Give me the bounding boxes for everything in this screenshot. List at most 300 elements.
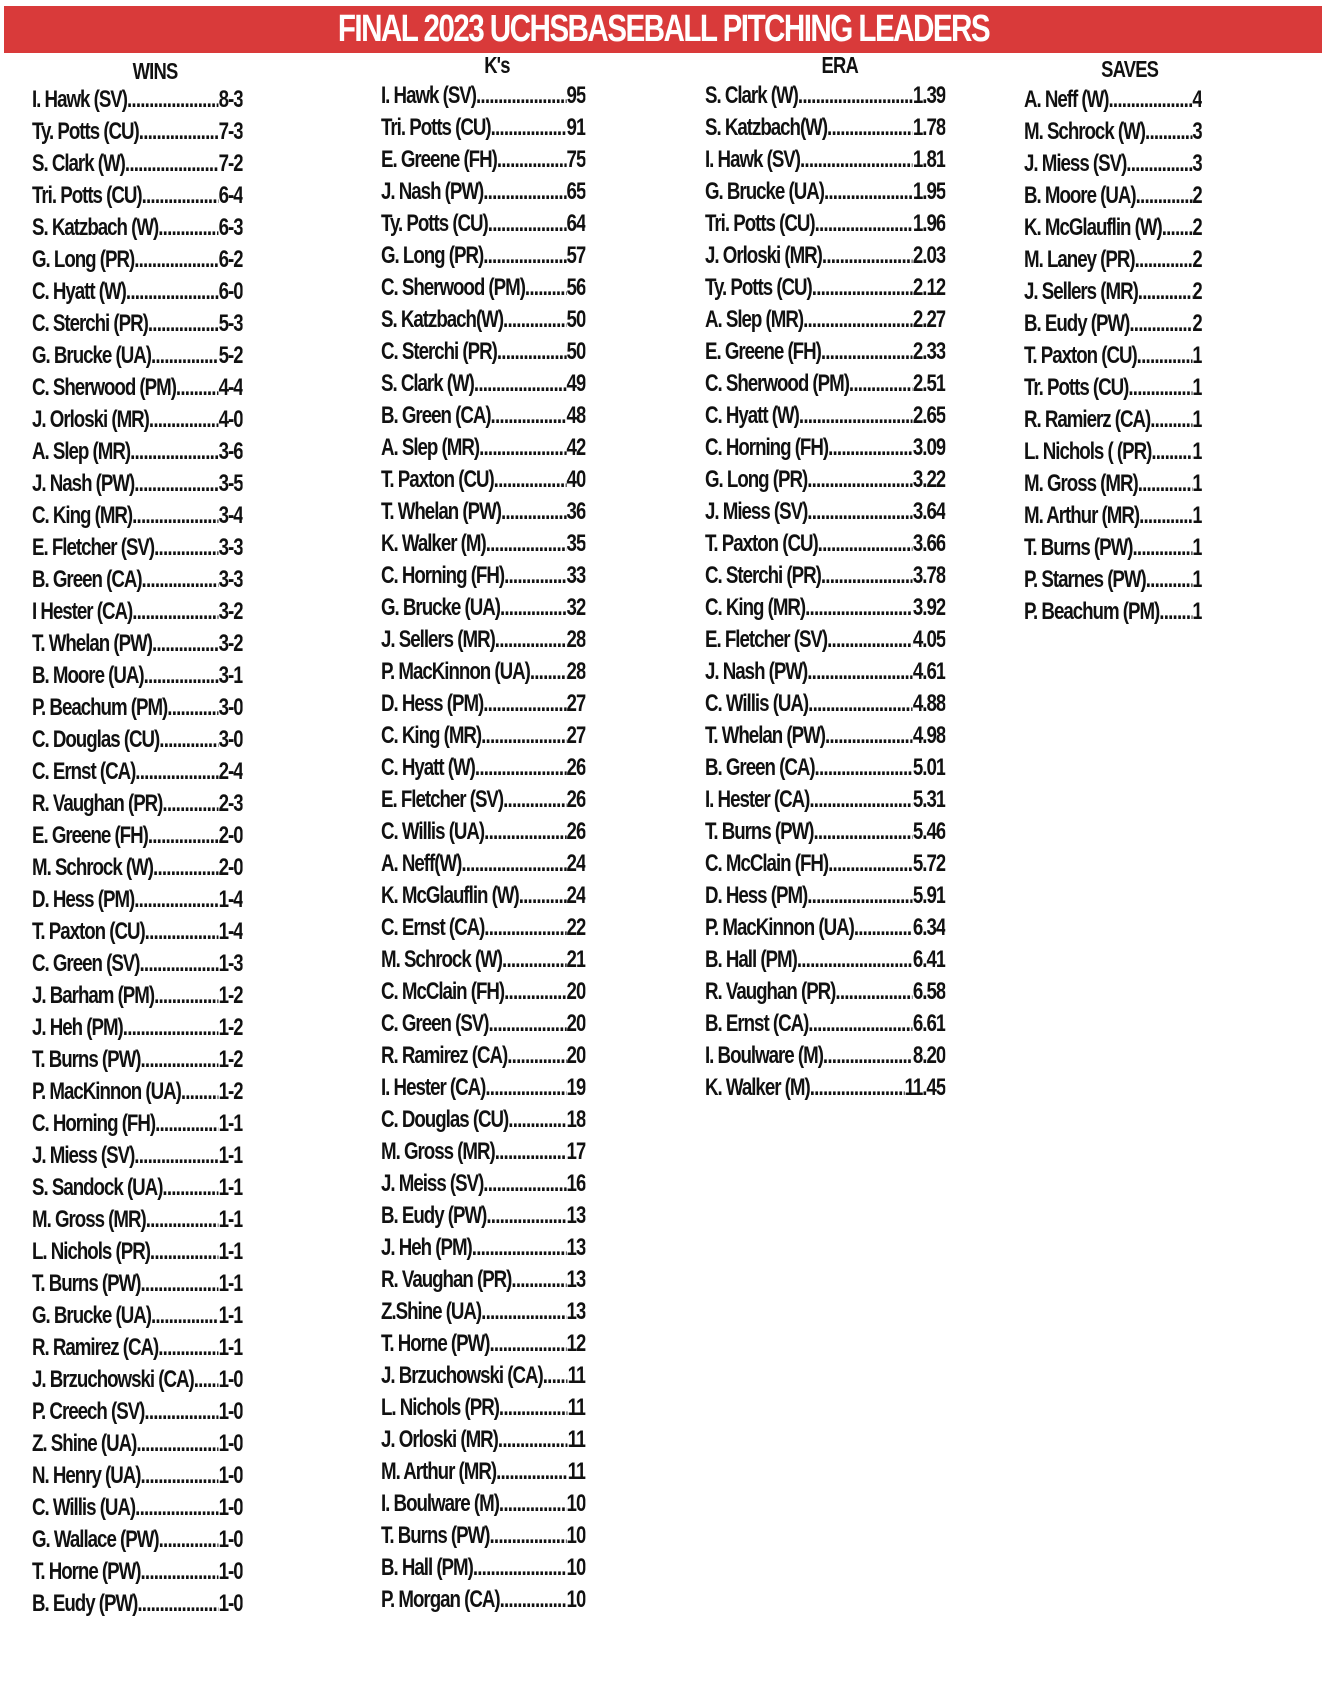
- stat-value: 6.58: [912, 978, 946, 1005]
- column-header: WINS: [132, 58, 178, 84]
- leader-row: [32, 1556, 243, 1588]
- player-name: M. Schrock (W): [32, 854, 154, 881]
- player-name: G. Brucke (UA): [32, 342, 151, 369]
- stat-value: 6.61: [912, 1010, 946, 1037]
- stat-value: 4.61: [912, 658, 946, 685]
- dot-leader: [815, 208, 913, 240]
- stat-value: 3.64: [912, 498, 946, 525]
- leader-row: [705, 80, 945, 112]
- stat-value: 2-3: [218, 790, 243, 817]
- stat-value: 19: [566, 1074, 586, 1101]
- stat-value: 57: [566, 242, 586, 269]
- player-name: J. Barham (PM): [32, 982, 155, 1009]
- player-name: R. Vaughan (PR): [705, 978, 836, 1005]
- leader-row: [32, 500, 243, 532]
- dot-leader: [483, 176, 566, 208]
- stat-value: 1-1: [218, 1238, 243, 1265]
- leader-row: [32, 1268, 243, 1300]
- stat-value: 1.78: [912, 114, 946, 141]
- stat-value: 1.96: [912, 210, 946, 237]
- player-name: B. Moore (UA): [1024, 182, 1136, 209]
- leader-row: [32, 372, 243, 404]
- dot-leader: [154, 980, 218, 1012]
- stat-value: 2: [1192, 246, 1202, 273]
- player-name: Tri. Potts (CU): [381, 114, 491, 141]
- leader-row: [381, 784, 585, 816]
- leader-row: [1024, 244, 1202, 276]
- player-name: C. Sterchi (PR): [381, 338, 497, 365]
- leader-row: [381, 80, 585, 112]
- dot-leader: [140, 1268, 218, 1300]
- leader-row: [381, 1328, 585, 1360]
- player-name: Tr. Potts (CU): [1024, 374, 1129, 401]
- leader-row: [32, 916, 243, 948]
- dot-leader: [808, 1008, 913, 1040]
- dot-leader: [530, 656, 567, 688]
- player-name: G. Brucke (UA): [32, 1302, 151, 1329]
- dot-leader: [159, 1524, 219, 1556]
- player-name: Tri. Potts (CU): [32, 182, 142, 209]
- leader-row: [32, 660, 243, 692]
- leader-row: [705, 656, 945, 688]
- leader-row: [381, 368, 585, 400]
- dot-leader: [503, 304, 567, 336]
- player-name: S. Sandock (UA): [32, 1174, 163, 1201]
- player-name: C. Sterchi (PR): [32, 310, 148, 337]
- stat-value: 22: [566, 914, 586, 941]
- leader-row: [32, 596, 243, 628]
- player-name: Z.Shine (UA): [381, 1298, 482, 1325]
- leader-row: [381, 400, 585, 432]
- stat-value: 3-0: [218, 726, 243, 753]
- dot-leader: [476, 80, 567, 112]
- player-name: L. Nichols ( (PR): [1024, 438, 1152, 465]
- player-name: G. Long (PR): [381, 242, 484, 269]
- player-name: C. Ernst (CA): [381, 914, 485, 941]
- leader-row: [32, 404, 243, 436]
- stat-value: 1-1: [218, 1142, 243, 1169]
- dot-leader: [483, 688, 566, 720]
- stat-value: 1.39: [912, 82, 946, 109]
- player-name: A. Slep (MR): [381, 434, 480, 461]
- dot-leader: [1135, 244, 1193, 276]
- stat-value: 5.46: [912, 818, 946, 845]
- dot-leader: [132, 500, 218, 532]
- dot-leader: [828, 848, 913, 880]
- dot-leader: [1137, 340, 1193, 372]
- player-name: T. Burns (PW): [32, 1046, 141, 1073]
- dot-leader: [140, 1044, 218, 1076]
- stat-value: 1-3: [218, 950, 243, 977]
- player-name: Ty. Potts (CU): [32, 118, 139, 145]
- stat-value: 3.92: [912, 594, 946, 621]
- stat-value: 2.27: [912, 306, 946, 333]
- dot-leader: [481, 720, 566, 752]
- dot-leader: [483, 1168, 566, 1200]
- dot-leader: [504, 976, 566, 1008]
- dot-leader: [827, 112, 913, 144]
- player-name: A. Slep (MR): [705, 306, 804, 333]
- player-name: E. Fletcher (SV): [705, 626, 828, 653]
- stat-value: 42: [566, 434, 586, 461]
- stat-value: 17: [566, 1138, 586, 1165]
- stat-value: 11: [567, 1426, 586, 1453]
- leader-row: [32, 1172, 243, 1204]
- leader-row: [381, 1008, 585, 1040]
- leader-row: [32, 1204, 243, 1236]
- stat-value: 6-3: [218, 214, 243, 241]
- stat-value: 6-2: [218, 246, 243, 273]
- leader-row: [381, 944, 585, 976]
- stat-value: 21: [566, 946, 586, 973]
- leader-row: [705, 848, 945, 880]
- dot-leader: [497, 144, 567, 176]
- title-banner: [4, 6, 1322, 53]
- leader-row: [381, 624, 585, 656]
- player-name: D. Hess (PM): [381, 690, 484, 717]
- stat-value: 1-1: [218, 1174, 243, 1201]
- dot-leader: [1109, 84, 1193, 116]
- dot-leader: [139, 948, 218, 980]
- stat-value: 28: [566, 658, 586, 685]
- leader-row: [32, 1076, 243, 1108]
- leader-row: [381, 720, 585, 752]
- dot-leader: [1146, 564, 1193, 596]
- player-name: C. Green (SV): [32, 950, 140, 977]
- stat-value: 2: [1192, 214, 1202, 241]
- stat-value: 6.34: [912, 914, 946, 941]
- dot-leader: [828, 432, 913, 464]
- player-name: G. Long (PR): [705, 466, 808, 493]
- player-name: S. Clark (W): [32, 150, 125, 177]
- stat-value: 2.03: [912, 242, 946, 269]
- leader-row: [32, 564, 243, 596]
- player-name: J. Heh (PM): [381, 1234, 472, 1261]
- player-name: J. Orloski (MR): [705, 242, 822, 269]
- stat-value: 6-4: [218, 182, 243, 209]
- leader-row: [381, 1232, 585, 1264]
- stat-value: 2.65: [912, 402, 946, 429]
- dot-leader: [491, 400, 567, 432]
- leader-row: [1024, 468, 1202, 500]
- leader-row: [705, 688, 945, 720]
- leader-row: [32, 436, 243, 468]
- dot-leader: [1126, 148, 1192, 180]
- stat-value: 1-2: [218, 982, 243, 1009]
- stat-value: 1-0: [218, 1558, 243, 1585]
- stat-value: 1: [1192, 534, 1202, 561]
- leader-row: [381, 1296, 585, 1328]
- leader-row: [705, 336, 945, 368]
- player-name: S. Katzbach(W): [381, 306, 504, 333]
- dot-leader: [805, 592, 913, 624]
- stat-value: 10: [566, 1522, 586, 1549]
- player-name: B. Hall (PM): [381, 1554, 473, 1581]
- dot-leader: [1138, 468, 1193, 500]
- leader-row: [381, 272, 585, 304]
- dot-leader: [181, 1076, 219, 1108]
- leader-row: [705, 368, 945, 400]
- dot-leader: [499, 1488, 567, 1520]
- player-name: C. Sherwood (PM): [381, 274, 525, 301]
- player-name: D. Hess (PM): [32, 886, 135, 913]
- leader-row: [381, 1072, 585, 1104]
- dot-leader: [484, 816, 566, 848]
- dot-leader: [807, 880, 913, 912]
- dot-leader: [810, 1072, 905, 1104]
- dot-leader: [809, 784, 912, 816]
- player-name: B. Green (CA): [705, 754, 815, 781]
- leader-row: [705, 784, 945, 816]
- stat-value: 1: [1192, 342, 1202, 369]
- leader-row: [1024, 500, 1202, 532]
- leader-row: [381, 592, 585, 624]
- player-name: C. King (MR): [381, 722, 482, 749]
- player-name: I. Hester (CA): [705, 786, 810, 813]
- leader-row: [381, 656, 585, 688]
- dot-leader: [134, 468, 218, 500]
- dot-leader: [139, 116, 219, 148]
- leader-row: [381, 1424, 585, 1456]
- leader-row: [381, 1520, 585, 1552]
- leader-row: [381, 1200, 585, 1232]
- stat-value: 7-2: [218, 150, 243, 177]
- player-name: C. Sterchi (PR): [705, 562, 821, 589]
- stat-value: 33: [566, 562, 586, 589]
- player-name: C. Willis (UA): [381, 818, 485, 845]
- dot-leader: [140, 1556, 218, 1588]
- dot-leader: [461, 848, 566, 880]
- player-name: C. Sherwood (PM): [705, 370, 849, 397]
- stat-value: 2: [1192, 310, 1202, 337]
- dot-leader: [148, 820, 219, 852]
- leader-row: [1024, 564, 1202, 596]
- player-name: T. Paxton (CU): [32, 918, 145, 945]
- dot-leader: [146, 1204, 219, 1236]
- player-name: B. Green (CA): [381, 402, 491, 429]
- stat-value: 2.33: [912, 338, 946, 365]
- stat-value: 11: [567, 1458, 586, 1485]
- leader-row: [32, 1236, 243, 1268]
- stat-value: 11: [567, 1362, 586, 1389]
- dot-leader: [812, 272, 913, 304]
- player-name: G. Brucke (UA): [381, 594, 500, 621]
- player-name: K. Walker (M): [381, 530, 486, 557]
- stat-value: 1-2: [218, 1078, 243, 1105]
- player-name: J. Sellers (MR): [1024, 278, 1138, 305]
- stat-value: 6-0: [218, 278, 243, 305]
- player-name: J. Brzuchowski (CA): [381, 1362, 543, 1389]
- leader-row: [32, 212, 243, 244]
- player-name: G. Brucke (UA): [705, 178, 824, 205]
- leader-row: [32, 148, 243, 180]
- player-name: N. Henry (UA): [32, 1462, 141, 1489]
- stat-value: 75: [566, 146, 586, 173]
- dot-leader: [813, 816, 912, 848]
- stat-value: 4.88: [912, 690, 946, 717]
- dot-leader: [1132, 532, 1192, 564]
- player-name: I. Hester (CA): [381, 1074, 486, 1101]
- dot-leader: [488, 208, 567, 240]
- stat-value: 28: [566, 626, 586, 653]
- player-name: C. Hyatt (W): [381, 754, 475, 781]
- dot-leader: [483, 240, 566, 272]
- stat-value: 1.81: [912, 146, 946, 173]
- dot-leader: [158, 1332, 218, 1364]
- dot-leader: [501, 496, 567, 528]
- player-name: P. Starnes (PW): [1024, 566, 1146, 593]
- dot-leader: [797, 944, 913, 976]
- leader-row: [705, 208, 945, 240]
- stat-value: 13: [566, 1298, 586, 1325]
- stat-value: 5.31: [912, 786, 946, 813]
- stat-value: 56: [566, 274, 586, 301]
- player-name: C. Willis (UA): [705, 690, 809, 717]
- leader-row: [381, 912, 585, 944]
- dot-leader: [503, 784, 566, 816]
- stat-value: 3-0: [218, 694, 243, 721]
- stat-value: 11.45: [904, 1074, 946, 1101]
- leader-row: [381, 432, 585, 464]
- dot-leader: [486, 1200, 566, 1232]
- player-name: R. Ramierz (CA): [1024, 406, 1151, 433]
- player-name: C. Hyatt (W): [32, 278, 126, 305]
- stat-value: 20: [566, 1042, 586, 1069]
- column-header: K's: [484, 52, 510, 78]
- dot-leader: [134, 1140, 218, 1172]
- dot-leader: [798, 80, 913, 112]
- stat-value: 50: [566, 338, 586, 365]
- dot-leader: [162, 788, 218, 820]
- leader-row: [32, 1044, 243, 1076]
- leader-row: [705, 1072, 945, 1104]
- dot-leader: [488, 1008, 566, 1040]
- leader-row: [381, 1040, 585, 1072]
- stat-value: 5.01: [912, 754, 946, 781]
- leader-row: [705, 112, 945, 144]
- player-name: J. Nash (PW): [705, 658, 808, 685]
- player-name: B. Hall (PM): [705, 946, 797, 973]
- leader-row: [32, 532, 243, 564]
- leader-row: [705, 816, 945, 848]
- player-name: I Hester (CA): [32, 598, 133, 625]
- dot-leader: [134, 884, 218, 916]
- leader-row: [381, 688, 585, 720]
- dot-leader: [496, 1456, 568, 1488]
- player-name: S. Clark (W): [705, 82, 798, 109]
- player-name: B. Moore (UA): [32, 662, 144, 689]
- player-name: P. MacKinnon (UA): [32, 1078, 181, 1105]
- stat-value: 65: [566, 178, 586, 205]
- player-name: B. Eudy (PW): [1024, 310, 1130, 337]
- player-name: M. Gross (MR): [1024, 470, 1138, 497]
- player-name: P. Beachum (PM): [32, 694, 168, 721]
- dot-leader: [158, 212, 218, 244]
- player-name: C. Green (SV): [381, 1010, 489, 1037]
- stat-value: 1-2: [218, 1014, 243, 1041]
- dot-leader: [495, 1136, 567, 1168]
- stat-value: 8-3: [218, 86, 243, 113]
- stat-value: 10: [566, 1554, 586, 1581]
- dot-leader: [498, 1424, 568, 1456]
- leader-row: [32, 1364, 243, 1396]
- player-name: C. Hyatt (W): [705, 402, 799, 429]
- player-name: J. Brzuchowski (CA): [32, 1366, 194, 1393]
- dot-leader: [1145, 116, 1192, 148]
- stat-value: 26: [566, 786, 586, 813]
- dot-leader: [486, 528, 567, 560]
- player-name: C. McClain (FH): [705, 850, 829, 877]
- player-name: M. Gross (MR): [32, 1206, 146, 1233]
- leader-row: [705, 560, 945, 592]
- player-name: I. Hawk (SV): [32, 86, 127, 113]
- player-name: P. Morgan (CA): [381, 1586, 500, 1613]
- dot-leader: [123, 1012, 219, 1044]
- player-name: T. Paxton (CU): [705, 530, 818, 557]
- dot-leader: [823, 1040, 913, 1072]
- dot-leader: [152, 628, 219, 660]
- leader-row: [705, 592, 945, 624]
- player-name: P. Beachum (PM): [1024, 598, 1160, 625]
- dot-leader: [499, 1392, 568, 1424]
- dot-leader: [854, 912, 913, 944]
- stat-value: 1-1: [218, 1334, 243, 1361]
- leader-row: [381, 1136, 585, 1168]
- dot-leader: [500, 592, 567, 624]
- stat-value: 1-0: [218, 1526, 243, 1553]
- player-name: B. Eudy (PW): [381, 1202, 487, 1229]
- dot-leader: [141, 1460, 219, 1492]
- dot-leader: [824, 176, 913, 208]
- leader-row: [705, 752, 945, 784]
- player-name: C. Willis (UA): [32, 1494, 136, 1521]
- stat-value: 49: [566, 370, 586, 397]
- leader-row: [381, 816, 585, 848]
- leader-row: [705, 272, 945, 304]
- stat-value: 3.78: [912, 562, 946, 589]
- stat-value: 3-3: [218, 534, 243, 561]
- dot-leader: [134, 244, 218, 276]
- dot-leader: [1129, 308, 1192, 340]
- leader-row: [32, 308, 243, 340]
- leader-row: [381, 1168, 585, 1200]
- dot-leader: [818, 528, 913, 560]
- leader-row: [705, 1008, 945, 1040]
- dot-leader: [481, 1296, 566, 1328]
- player-name: C. Douglas (CU): [32, 726, 160, 753]
- stat-value: 1-1: [218, 1302, 243, 1329]
- leader-row: [705, 976, 945, 1008]
- player-name: C. McClain (FH): [381, 978, 505, 1005]
- dot-leader: [142, 180, 219, 212]
- dot-leader: [491, 112, 567, 144]
- player-name: Ty. Potts (CU): [705, 274, 812, 301]
- stat-value: 26: [566, 818, 586, 845]
- dot-leader: [145, 916, 219, 948]
- player-name: I. Boulware (M): [381, 1490, 499, 1517]
- player-name: C. Ernst (CA): [32, 758, 136, 785]
- stat-value: 1-1: [218, 1270, 243, 1297]
- dot-leader: [821, 560, 913, 592]
- stat-value: 1-4: [218, 918, 243, 945]
- stat-value: 3-4: [218, 502, 243, 529]
- leader-row: [32, 1396, 243, 1428]
- leader-row: [381, 240, 585, 272]
- stat-value: 1-1: [218, 1110, 243, 1137]
- dot-leader: [132, 596, 218, 628]
- stat-value: 11: [567, 1394, 586, 1421]
- leader-row: [32, 116, 243, 148]
